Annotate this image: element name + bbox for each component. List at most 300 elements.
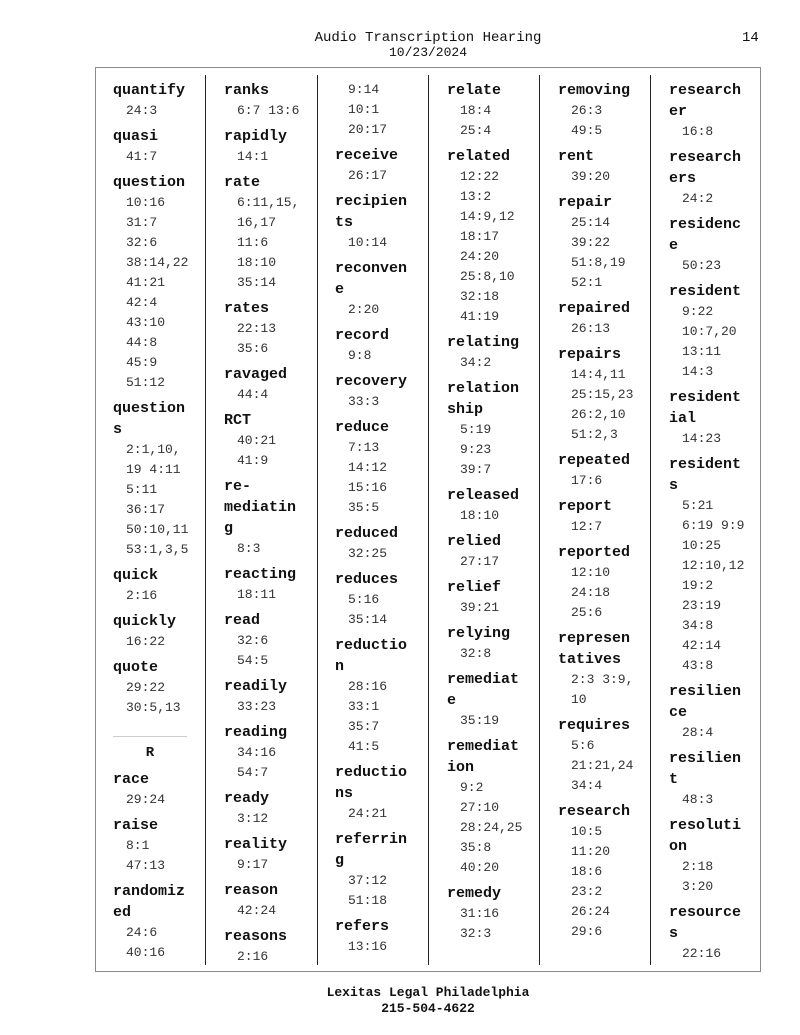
page-line-ref: 33:1 xyxy=(348,699,380,714)
page-line-ref: 42:14 xyxy=(682,638,722,653)
index-entry xyxy=(669,681,775,743)
page-line-ref: 40:21 xyxy=(237,433,277,448)
page-line-ref: 26:17 xyxy=(348,168,388,183)
index-word: quasi xyxy=(113,128,159,145)
page-line-ref: 51:2,3 xyxy=(571,427,618,442)
page-line-ref: 41:5 xyxy=(348,739,380,754)
index-word: released xyxy=(447,487,520,504)
index-word: relief xyxy=(447,579,502,596)
index-word: raise xyxy=(113,817,159,834)
index-entry xyxy=(113,881,219,963)
page-line-ref: 34:4 xyxy=(571,778,603,793)
index-word: resoluti on xyxy=(669,817,742,855)
page-line-ref: 48:3 xyxy=(682,792,714,807)
index-entry xyxy=(669,454,775,676)
index-word: represen tatives xyxy=(558,630,631,668)
column-divider xyxy=(428,75,429,965)
index-entry xyxy=(669,147,775,209)
page-line-ref: 35:19 xyxy=(460,713,500,728)
page-line-ref: 24:6 xyxy=(126,925,158,940)
page-line-ref: 30:5,13 xyxy=(126,700,181,715)
index-entry xyxy=(113,565,219,606)
index-entry xyxy=(335,635,441,757)
page-number: 14 xyxy=(742,30,759,46)
page-line-ref: 32:8 xyxy=(460,646,492,661)
index-word: remediat ion xyxy=(447,738,520,776)
page-line-ref: 19 4:11 xyxy=(126,462,181,477)
page-line-ref: 5:19 xyxy=(460,422,492,437)
page-line-ref: 9:17 xyxy=(237,857,269,872)
page-line-ref: 35:7 xyxy=(348,719,380,734)
page-line-ref: 45:9 xyxy=(126,355,158,370)
index-entry xyxy=(224,722,330,783)
index-entry xyxy=(224,610,330,671)
page-line-ref: 39:20 xyxy=(571,169,611,184)
index-word: relating xyxy=(447,334,520,351)
index-word: ravaged xyxy=(224,366,288,383)
page-line-ref: 23:19 xyxy=(682,598,722,613)
page-line-ref: 16:22 xyxy=(126,634,166,649)
index-entry xyxy=(558,542,664,623)
index-entry xyxy=(335,916,441,957)
index-entry xyxy=(224,364,330,405)
page-line-ref: 50:23 xyxy=(682,258,722,273)
page-line-ref: 47:13 xyxy=(126,858,166,873)
index-entry xyxy=(113,611,219,652)
page-line-ref: 32:6 xyxy=(237,633,269,648)
page-line-ref: 39:7 xyxy=(460,462,492,477)
index-word: receive xyxy=(335,147,399,164)
page-line-ref: 34:16 xyxy=(237,745,277,760)
index-word: recovery xyxy=(335,373,408,390)
index-entry xyxy=(224,834,330,875)
page-line-ref: 13:11 xyxy=(682,344,722,359)
index-entry xyxy=(113,657,219,718)
page-line-ref: 32:18 xyxy=(460,289,500,304)
index-word: residenc e xyxy=(669,216,742,254)
page-line-ref: 42:4 xyxy=(126,295,158,310)
page-line-ref: 26:2,10 xyxy=(571,407,626,422)
index-word: resident xyxy=(669,283,742,300)
page-line-ref: 10:7,20 xyxy=(682,324,737,339)
index-word: reasons xyxy=(224,928,288,945)
index-entry xyxy=(669,80,775,142)
index-word: reduced xyxy=(335,525,399,542)
page-line-ref: 39:21 xyxy=(460,600,500,615)
page-line-ref: 18:6 xyxy=(571,864,603,879)
index-word: reality xyxy=(224,836,288,853)
page-line-ref: 8:3 xyxy=(237,541,261,556)
column-divider xyxy=(205,75,206,965)
index-entry xyxy=(558,496,664,537)
index-entry xyxy=(224,80,330,121)
page-line-ref: 50:10,11 xyxy=(126,522,189,537)
page-line-ref: 28:24,25 xyxy=(460,820,523,835)
page-line-ref: 35:14 xyxy=(348,612,388,627)
index-word: race xyxy=(113,771,150,788)
page-line-ref: 9:8 xyxy=(348,348,372,363)
page-line-ref: 8:1 xyxy=(126,838,150,853)
page-line-ref: 34:8 xyxy=(682,618,714,633)
index-entry xyxy=(669,214,775,276)
index-word: rent xyxy=(558,148,595,165)
page-line-ref: 43:8 xyxy=(682,658,714,673)
page-line-ref: 2:3 3:9, xyxy=(571,672,634,687)
page-line-ref: 25:6 xyxy=(571,605,603,620)
page-line-ref: 33:3 xyxy=(348,394,380,409)
page-line-ref: 3:20 xyxy=(682,879,714,894)
index-entry xyxy=(335,325,441,366)
page-line-ref: 24:20 xyxy=(460,249,500,264)
page-line-ref: 21:21,24 xyxy=(571,758,634,773)
index-word: remediat e xyxy=(447,671,520,709)
page-line-ref: 29:6 xyxy=(571,924,603,939)
page-line-ref: 51:18 xyxy=(348,893,388,908)
index-word: resident ial xyxy=(669,389,742,427)
page-line-ref: 14:1 xyxy=(237,149,269,164)
page-line-ref: 24:18 xyxy=(571,585,611,600)
page-line-ref: 2:16 xyxy=(126,588,158,603)
index-entry xyxy=(335,829,441,911)
index-word: relate xyxy=(447,82,502,99)
index-word: recipien ts xyxy=(335,193,408,231)
page-line-ref: 10:14 xyxy=(348,235,388,250)
page-line-ref: 36:17 xyxy=(126,502,166,517)
page-line-ref: 18:17 xyxy=(460,229,500,244)
page-line-ref: 31:16 xyxy=(460,906,500,921)
index-entry xyxy=(558,715,664,796)
index-entry xyxy=(335,258,441,320)
index-word: research ers xyxy=(669,149,742,187)
index-entry xyxy=(447,332,553,373)
index-word: rate xyxy=(224,174,261,191)
index-entry xyxy=(669,902,775,964)
index-entry xyxy=(113,172,219,393)
index-entry xyxy=(113,769,219,810)
page-line-ref: 12:10 xyxy=(571,565,611,580)
index-word: reading xyxy=(224,724,288,741)
index-word: repairs xyxy=(558,346,622,363)
page-line-ref: 11:20 xyxy=(571,844,611,859)
footer-company: Lexitas Legal Philadelphia xyxy=(326,985,530,1000)
page-line-ref: 26:13 xyxy=(571,321,611,336)
index-column-6 xyxy=(669,75,775,965)
page-line-ref: 6:11,15, xyxy=(237,195,300,210)
page-line-ref: 29:22 xyxy=(126,680,166,695)
page-line-ref: 42:24 xyxy=(237,903,277,918)
page-line-ref: 18:10 xyxy=(460,508,500,523)
page-line-ref: 41:7 xyxy=(126,149,158,164)
page-line-ref: 6:7 13:6 xyxy=(237,103,300,118)
index-word: repaired xyxy=(558,300,631,317)
page-line-ref: 31:7 xyxy=(126,215,158,230)
index-word: research xyxy=(558,803,631,820)
page-line-ref: 51:8,19 xyxy=(571,255,626,270)
page-line-ref: 35:6 xyxy=(237,341,269,356)
index-entry xyxy=(669,281,775,382)
column-divider xyxy=(317,75,318,965)
page-line-ref: 9:14 xyxy=(348,82,380,97)
index-entry xyxy=(224,126,330,167)
page-line-ref: 54:7 xyxy=(237,765,269,780)
index-word: reported xyxy=(558,544,631,561)
index-word: rates xyxy=(224,300,270,317)
index-word: resilien ce xyxy=(669,683,742,721)
index-entry xyxy=(113,398,219,560)
index-word: report xyxy=(558,498,613,515)
page-line-ref: 14:3 xyxy=(682,364,714,379)
page-line-ref: 28:16 xyxy=(348,679,388,694)
index-word: reductio ns xyxy=(335,764,408,802)
index-word: referrin g xyxy=(335,831,408,869)
index-entry xyxy=(224,410,330,471)
index-entry xyxy=(113,815,219,876)
page-line-ref: 18:11 xyxy=(237,587,277,602)
page-line-ref: 25:15,23 xyxy=(571,387,634,402)
index-word: remedy xyxy=(447,885,502,902)
page-line-ref: 37:12 xyxy=(348,873,388,888)
index-entry xyxy=(335,145,441,186)
index-column-1 xyxy=(113,75,219,965)
header-date: 10/23/2024 xyxy=(388,45,467,60)
index-word: repeated xyxy=(558,452,631,469)
index-entry xyxy=(447,577,553,618)
page-line-ref: 16:8 xyxy=(682,124,714,139)
index-entry xyxy=(113,80,219,121)
page-line-ref: 32:25 xyxy=(348,546,388,561)
index-word: requires xyxy=(558,717,631,734)
index-entry xyxy=(224,564,330,605)
page-line-ref: 24:3 xyxy=(126,103,158,118)
index-entry xyxy=(224,172,330,293)
index-word: ready xyxy=(224,790,270,807)
page-line-ref: 28:4 xyxy=(682,725,714,740)
page-line-ref: 14:4,11 xyxy=(571,367,626,382)
page-line-ref: 13:16 xyxy=(348,939,388,954)
index-word: resident s xyxy=(669,456,742,494)
index-entry xyxy=(335,417,441,518)
page-line-ref: 44:8 xyxy=(126,335,158,350)
index-word: reduces xyxy=(335,571,399,588)
index-entry xyxy=(558,192,664,293)
page-line-ref: 25:8,10 xyxy=(460,269,515,284)
page-line-ref: 14:12 xyxy=(348,460,388,475)
index-word: question s xyxy=(113,400,186,438)
page-line-ref: 38:14,22 xyxy=(126,255,189,270)
index-entry xyxy=(224,676,330,717)
page-line-ref: 18:10 xyxy=(237,255,277,270)
index-entry xyxy=(447,378,553,480)
page-line-ref: 2:20 xyxy=(348,302,380,317)
index-word: resilien t xyxy=(669,750,742,788)
index-word: relying xyxy=(447,625,511,642)
page-line-ref: 14:9,12 xyxy=(460,209,515,224)
index-word: randomiz ed xyxy=(113,883,186,921)
index-entry xyxy=(558,344,664,445)
index-column-3 xyxy=(335,75,441,965)
index-entry xyxy=(447,531,553,572)
page-line-ref: 7:13 xyxy=(348,440,380,455)
page-line-ref: 10 xyxy=(571,692,587,707)
page-line-ref: 15:16 xyxy=(348,480,388,495)
page-line-ref: 22:13 xyxy=(237,321,277,336)
page-line-ref: 5:6 xyxy=(571,738,595,753)
index-word: related xyxy=(447,148,511,165)
index-word: reason xyxy=(224,882,279,899)
index-word: ranks xyxy=(224,82,270,99)
page-line-ref: 54:5 xyxy=(237,653,269,668)
index-entry xyxy=(447,485,553,526)
index-entry xyxy=(447,736,553,878)
page-line-ref: 13:2 xyxy=(460,189,492,204)
index-entry xyxy=(335,762,441,824)
footer-phone: 215-504-4622 xyxy=(381,1001,475,1016)
index-entry xyxy=(224,788,330,829)
index-entry xyxy=(558,298,664,339)
index-entry xyxy=(224,926,330,967)
page-line-ref: 52:1 xyxy=(571,275,603,290)
index-entry xyxy=(224,476,330,559)
page-line-ref: 9:22 xyxy=(682,304,714,319)
page-line-ref: 41:9 xyxy=(237,453,269,468)
page-line-ref: 33:23 xyxy=(237,699,277,714)
index-entry xyxy=(669,387,775,449)
index-entry xyxy=(558,146,664,187)
page-line-ref: 5:21 xyxy=(682,498,714,513)
index-entry xyxy=(447,669,553,731)
index-word: RCT xyxy=(224,412,252,429)
page-line-ref: 10:25 xyxy=(682,538,722,553)
index-word: reductio n xyxy=(335,637,408,675)
page-line-ref: 10:16 xyxy=(126,195,166,210)
index-word: quick xyxy=(113,567,159,584)
page-line-ref: 2:18 xyxy=(682,859,714,874)
index-word: re- mediatin g xyxy=(224,478,297,537)
page-line-ref: 24:21 xyxy=(348,806,388,821)
index-word: reconven e xyxy=(335,260,408,298)
page-line-ref: 10:1 xyxy=(348,102,380,117)
index-word: question xyxy=(113,174,186,191)
header-title: Audio Transcription Hearing xyxy=(314,30,542,46)
page-line-ref: 9:23 xyxy=(460,442,492,457)
index-entry xyxy=(558,801,664,942)
page-line-ref: 12:22 xyxy=(460,169,500,184)
index-word: relation ship xyxy=(447,380,520,418)
column-divider xyxy=(650,75,651,965)
page-line-ref: 24:2 xyxy=(682,191,714,206)
page-line-ref: 35:14 xyxy=(237,275,277,290)
page-line-ref: 41:21 xyxy=(126,275,166,290)
page-line-ref: 26:24 xyxy=(571,904,611,919)
index-entry xyxy=(447,623,553,664)
index-entry xyxy=(669,815,775,897)
index-entry xyxy=(335,569,441,630)
page-line-ref: 19:2 xyxy=(682,578,714,593)
index-entry xyxy=(447,146,553,327)
page-line-ref: 32:6 xyxy=(126,235,158,250)
index-entry xyxy=(335,523,441,564)
index-column-2 xyxy=(224,75,330,965)
index-word: read xyxy=(224,612,261,629)
index-word: reacting xyxy=(224,566,297,583)
page-line-ref: 25:4 xyxy=(460,123,492,138)
index-entry xyxy=(224,880,330,921)
index-word: relied xyxy=(447,533,502,550)
page-line-ref: 27:10 xyxy=(460,800,500,815)
page-line-ref: 26:3 xyxy=(571,103,603,118)
index-entry xyxy=(447,80,553,141)
page-line-ref: 34:2 xyxy=(460,355,492,370)
index-entry xyxy=(335,191,441,253)
page-line-ref: 44:4 xyxy=(237,387,269,402)
index-word: readily xyxy=(224,678,288,695)
page-line-ref: 6:19 9:9 xyxy=(682,518,745,533)
page-line-ref: 40:16 xyxy=(126,945,166,960)
index-entry xyxy=(447,883,553,944)
index-column-5 xyxy=(558,75,664,965)
page-line-ref: 22:16 xyxy=(682,946,722,961)
page-line-ref: 9:2 xyxy=(460,780,484,795)
index-word: quote xyxy=(113,659,159,676)
index-entry xyxy=(224,298,330,359)
page-line-ref: 41:19 xyxy=(460,309,500,324)
index-word: repair xyxy=(558,194,613,211)
page-line-ref: 20:17 xyxy=(348,122,388,137)
index-entry xyxy=(335,80,441,140)
page-line-ref: 40:20 xyxy=(460,860,500,875)
page-line-ref: 5:11 xyxy=(126,482,158,497)
index-word: removing xyxy=(558,82,631,99)
page-line-ref: 12:7 xyxy=(571,519,603,534)
index-word: rapidly xyxy=(224,128,288,145)
index-entry xyxy=(335,371,441,412)
page-line-ref: 2:1,10, xyxy=(126,442,181,457)
index-entry xyxy=(558,628,664,710)
page-line-ref: 25:14 xyxy=(571,215,611,230)
page-line-ref: 14:23 xyxy=(682,431,722,446)
page-line-ref: 51:12 xyxy=(126,375,166,390)
page-line-ref: 35:8 xyxy=(460,840,492,855)
index-word: quantify xyxy=(113,82,186,99)
section-letter: R xyxy=(145,745,155,761)
page-line-ref: 39:22 xyxy=(571,235,611,250)
index-entry xyxy=(558,80,664,141)
page-line-ref: 32:3 xyxy=(460,926,492,941)
index-column-4 xyxy=(447,75,553,965)
page-line-ref: 23:2 xyxy=(571,884,603,899)
index-word: refers xyxy=(335,918,390,935)
page-line-ref: 10:5 xyxy=(571,824,603,839)
index-entry xyxy=(558,450,664,491)
page-line-ref: 29:24 xyxy=(126,792,166,807)
index-word: resource s xyxy=(669,904,742,942)
page-line-ref: 12:10,12 xyxy=(682,558,745,573)
section-divider xyxy=(113,736,187,737)
page-line-ref: 43:10 xyxy=(126,315,166,330)
page-line-ref: 35:5 xyxy=(348,500,380,515)
page-line-ref: 53:1,3,5 xyxy=(126,542,189,557)
index-word: quickly xyxy=(113,613,177,630)
index-word: reduce xyxy=(335,419,390,436)
index-entry xyxy=(669,748,775,810)
page-line-ref: 3:12 xyxy=(237,811,269,826)
page-line-ref: 11:6 xyxy=(237,235,269,250)
page-line-ref: 49:5 xyxy=(571,123,603,138)
page-line-ref: 27:17 xyxy=(460,554,500,569)
page-line-ref: 17:6 xyxy=(571,473,603,488)
index-word: research er xyxy=(669,82,742,120)
index-entry xyxy=(113,126,219,167)
